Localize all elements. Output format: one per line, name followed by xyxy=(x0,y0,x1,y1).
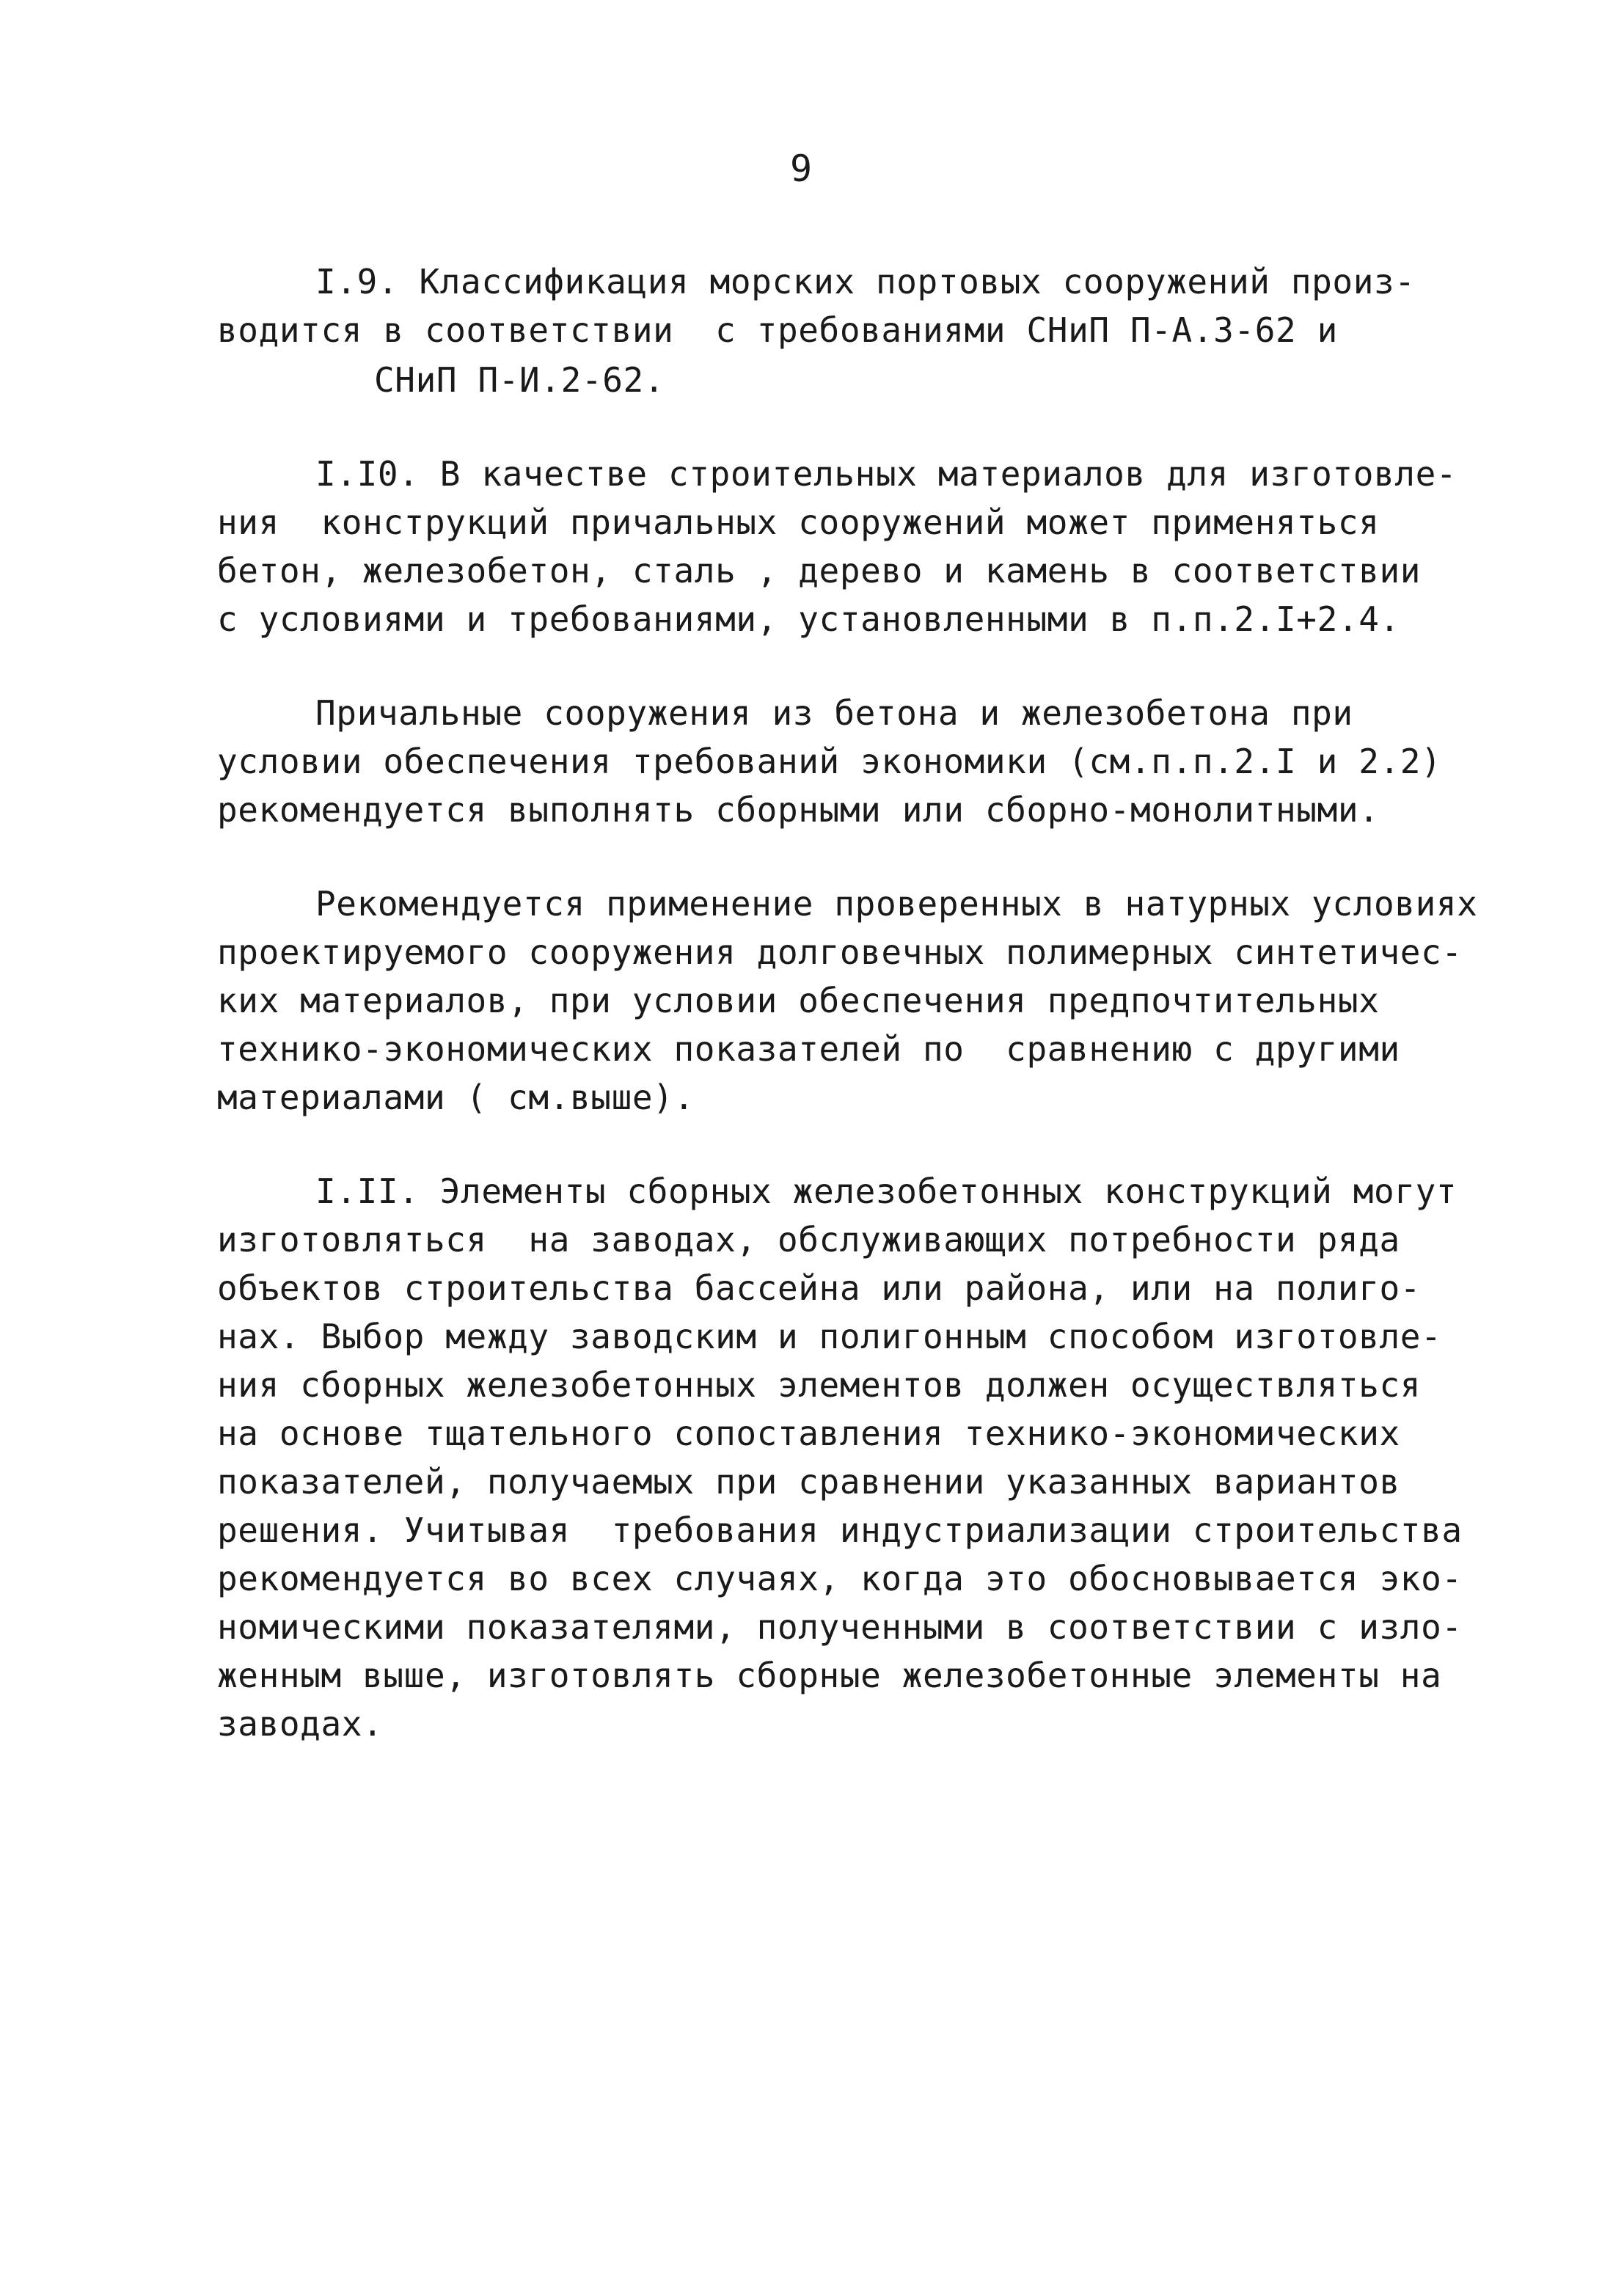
text-line: I.II. Элементы сборных железобетонных конструкций могут xyxy=(315,1171,1457,1211)
text-line: показателей, получаемых при сравнении указанных вариантов xyxy=(217,1462,1400,1502)
text-line: проектируемого сооружения долговечных полимерных синтетичес- xyxy=(217,932,1463,972)
text-line: номическими показателями, полученными в соответствии с изло- xyxy=(217,1607,1463,1647)
text-line: Причальные сооружения из бетона и железобетона при xyxy=(315,693,1353,733)
text-line: Рекомендуется применение проверенных в натурных условиях xyxy=(315,884,1478,924)
text-line: ния сборных железобетонных элементов должен осуществляться xyxy=(217,1365,1422,1405)
text-line: на основе тщательного сопоставления технико-экономических xyxy=(217,1414,1400,1453)
text-line: рекомендуется выполнять сборными или сборно-монолитными. xyxy=(217,790,1380,830)
text-line: СНиП П-И.2-62. xyxy=(374,360,665,400)
text-line: рекомендуется во всех случаях, когда это обосновывается эко- xyxy=(217,1559,1463,1598)
text-line: женным выше, изготовлять сборные железобетонные элементы на xyxy=(217,1656,1442,1695)
text-line: с условиями и требованиями, установленными в п.п.2.I+2.4. xyxy=(217,599,1400,639)
text-line: решения. Учитывая требования индустриализации строительства xyxy=(217,1510,1463,1550)
text-line: водится в соответствии с требованиями СНиП П-А.3-62 и xyxy=(217,310,1338,350)
text-line: нах. Выбор между заводским и полигонным способом изготовле- xyxy=(217,1317,1442,1356)
text-line: условии обеспечения требований экономики (см.п.п.2.I и 2.2) xyxy=(217,742,1442,781)
text-line: ния конструкций причальных сооружений может применяться xyxy=(217,502,1380,542)
text-line: объектов строительства бассейна или района, или на полигo- xyxy=(217,1268,1422,1308)
text-line: ких материалов, при условии обеспечения предпочтительных xyxy=(217,981,1380,1020)
text-line: I.9. Классификация морских портовых сооружений произ- xyxy=(315,262,1416,301)
text-line: технико-экономических показателей по сравнению с другими xyxy=(217,1029,1400,1069)
page-number: 9 xyxy=(789,147,813,190)
text-line: заводах. xyxy=(217,1704,384,1744)
text-line: материалами ( см.выше). xyxy=(217,1078,695,1117)
text-line: бетон, железобетон, сталь , дерево и камень в соответствии xyxy=(217,551,1422,591)
text-line: изготовляться на заводах, обслуживающих потребности ряда xyxy=(217,1220,1400,1259)
text-line: I.I0. В качестве строительных материалов для изготовле- xyxy=(315,454,1457,494)
